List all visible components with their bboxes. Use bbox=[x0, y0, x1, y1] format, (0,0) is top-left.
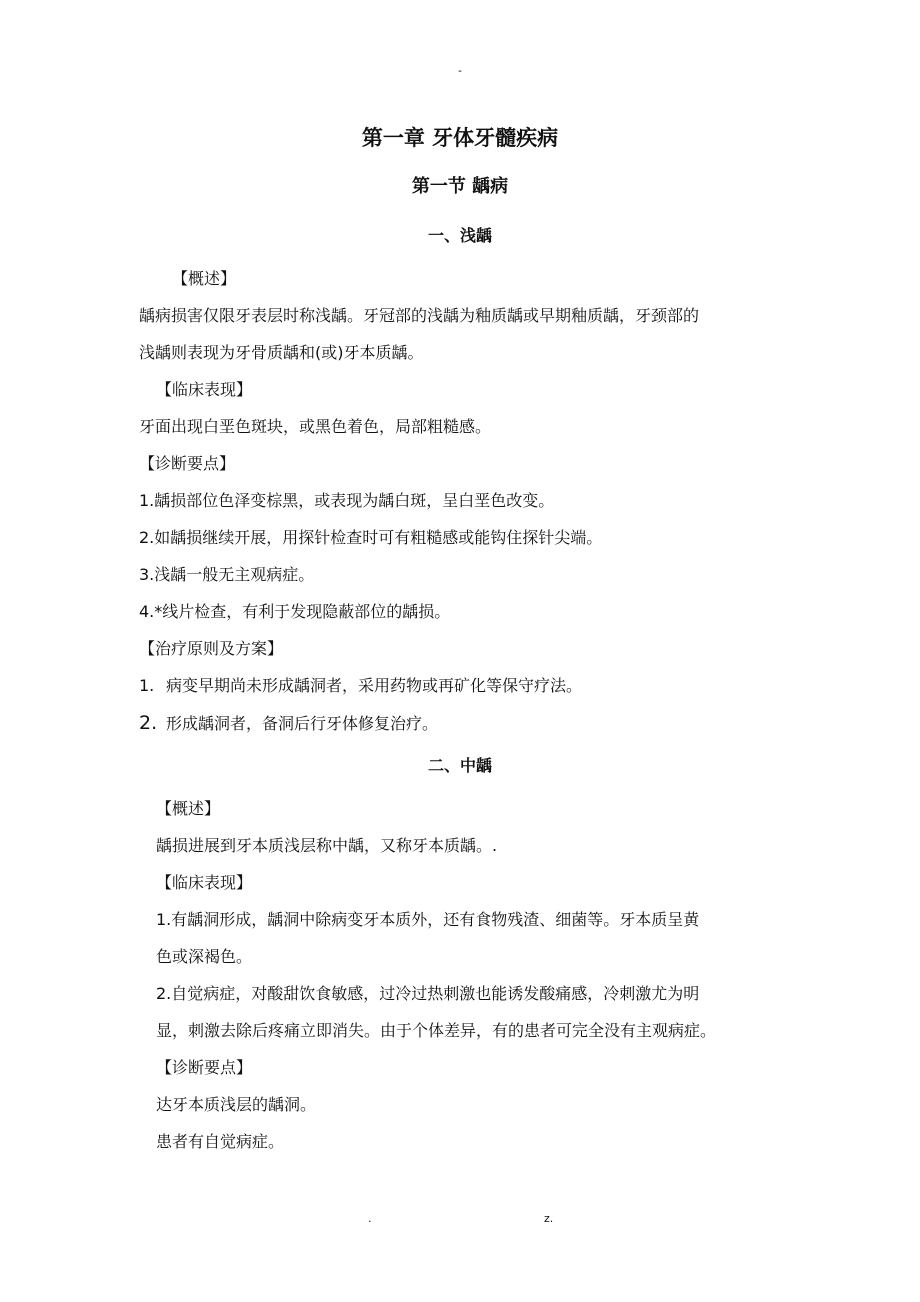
clinical-item-line: 1.有龋洞形成，龋洞中除病变牙本质外，还有食物残渣、细菌等。牙本质呈黄 bbox=[156, 910, 700, 929]
treatment-label: 【治疗原则及方案】 bbox=[139, 639, 284, 658]
treatment-item-number: 2. bbox=[139, 712, 158, 734]
clinical-item-line: 色或深褐色。 bbox=[156, 947, 253, 966]
clinical-item-line: 显，刺激去除后疼痛立即消失。由于个体差异，有的患者可完全没有主观病症。 bbox=[156, 1021, 717, 1040]
header-mark: - bbox=[458, 64, 462, 77]
overview-text: 龋损进展到牙本质浅层称中龋，又称牙本质龋。. bbox=[156, 836, 498, 855]
diagnosis-label: 【诊断要点】 bbox=[156, 1058, 253, 1077]
overview-text-line: 浅龋则表现为牙骨质龋和(或)牙本质龋。 bbox=[139, 343, 424, 362]
subsection-heading-medium-caries: 二、中龋 bbox=[427, 756, 492, 775]
diagnosis-item: 3.浅龋一般无主观病症。 bbox=[139, 565, 315, 584]
treatment-item-number: 1. bbox=[139, 676, 155, 695]
subsection-heading-shallow-caries: 一、浅龋 bbox=[427, 226, 492, 245]
overview-label: 【概述】 bbox=[156, 799, 221, 818]
diagnosis-item: 2.如龋损继续开展，用探针检查时可有粗糙感或能钩住探针尖端。 bbox=[139, 528, 603, 547]
diagnosis-item: 达牙本质浅层的龋洞。 bbox=[156, 1095, 317, 1114]
clinical-label: 【临床表现】 bbox=[156, 873, 253, 892]
clinical-item-line: 2.自觉病症，对酸甜饮食敏感，过冷过热刺激也能诱发酸痛感，冷刺激尤为明 bbox=[156, 984, 700, 1003]
clinical-label: 【临床表现】 bbox=[156, 380, 253, 399]
diagnosis-label: 【诊断要点】 bbox=[139, 454, 236, 473]
footer-right-mark: z. bbox=[544, 1212, 554, 1225]
treatment-item bbox=[139, 712, 438, 735]
diagnosis-item: 患者有自觉病症。 bbox=[156, 1132, 285, 1151]
section-title: 第一节 龋病 bbox=[411, 176, 509, 197]
treatment-item-text: 病变早期尚未形成龋洞者，采用药物或再矿化等保守疗法。 bbox=[166, 676, 583, 695]
footer-left-mark: . bbox=[368, 1212, 372, 1225]
overview-text-line: 龋病损害仅限牙表层时称浅龋。牙冠部的浅龋为釉质龋或早期釉质龋，牙颈部的 bbox=[139, 306, 700, 325]
diagnosis-item: 4.*线片检查，有利于发现隐蔽部位的龋损。 bbox=[139, 602, 451, 621]
treatment-item bbox=[139, 675, 582, 697]
diagnosis-item: 1.龋损部位色泽变棕黑，或表现为龋白斑，呈白垩色改变。 bbox=[139, 491, 555, 510]
overview-label: 【概述】 bbox=[172, 269, 237, 288]
clinical-text: 牙面出现白垩色斑块，或黑色着色，局部粗糙感。 bbox=[139, 417, 492, 436]
chapter-title: 第一章 牙体牙髓疾病 bbox=[361, 126, 559, 150]
treatment-item-text: 形成龋洞者，备洞后行牙体修复治疗。 bbox=[166, 714, 439, 733]
